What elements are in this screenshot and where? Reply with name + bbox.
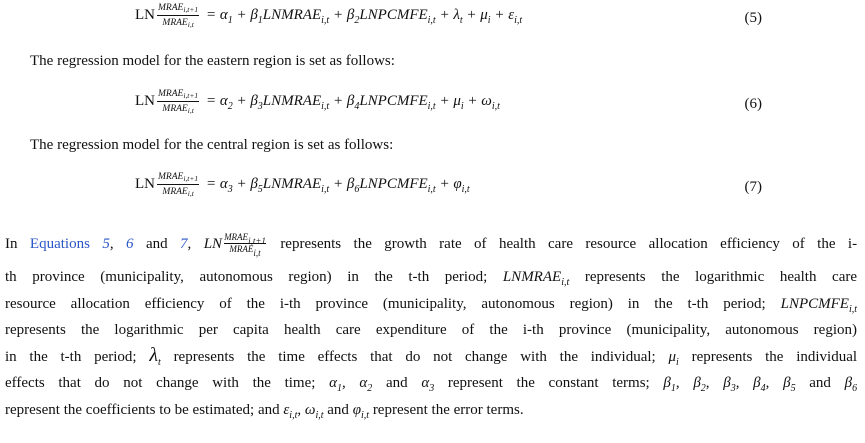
equation-7-formula: LN $\frac{MRAE_{i,t+1}}{MRAE_{i,t}}$ = $\alpha_3$ + $\beta_5LNMRAE_{i,t}$ + $\beta_6LNPCMFE_{i,t}$ + $\varphi_{i,t}$	[135, 172, 470, 198]
equation-5	[0, 0, 865, 40]
paragraph-line-1: In Equations 5, 6 and 7, LN MRAEi,t+1 MRAEi,t represents the growth rate of health care resource allocation efficiency of the i-	[5, 231, 858, 258]
paragraph-line-3: resource allocation efficiency of the i-th province (municipality, autonomous region) in the t-th period; $LNPCMFE_{i,t}$	[5, 295, 858, 315]
growth-fraction-inline: MRAEi,t+1 MRAEi,t	[224, 231, 266, 258]
paragraph-line-7: represent the coefficients to be estimated; and $\varepsilon_{i,t}$, $\omega_{i,t}$ and $\varphi_{i,t}$ represent the error terms.	[5, 401, 524, 421]
growth-fraction: $\frac{MRAE_{i,t+1}}{MRAE_{i,t}}$	[158, 89, 199, 115]
growth-fraction: $\frac{MRAE_{i,t+1}}{MRAE_{i,t}}$	[158, 3, 199, 29]
explanation-paragraph	[5, 229, 857, 424]
intro-eastern: The regression model for the eastern region is set as follows:	[30, 53, 395, 69]
intro-central: The regression model for the central region is set as follows:	[30, 137, 394, 153]
equation-number: (6)	[744, 96, 762, 112]
equation-5-formula: LN $\frac{MRAE_{i,t+1}}{MRAE_{i,t}}$ = $\alpha_1$ + $\beta_1LNMRAE_{i,t}$ + $\beta_2LNPCMFE_{i,t}$ + $\lambda_t$ + $\mu_i$ + $\varepsilon_{i,t}$	[135, 3, 523, 29]
equation-7-link[interactable]: 7	[180, 236, 188, 252]
paragraph-line-4: represents the logarithmic per capita health care expenditure of the i-th province (municipality, autonomous region)	[5, 322, 857, 338]
equations-link[interactable]: Equations 5	[29, 236, 110, 252]
paragraph-line-6: effects that do not change with the time; $\alpha_1$, $\alpha_2$ and $\alpha_3$ represent the constant terms; $\beta_1$, $\beta_2$, $\beta_3$, $\beta_4$, $\beta_5$ and $\beta_6$	[5, 375, 858, 394]
equation-number: (5)	[744, 10, 762, 26]
paragraph-line-2: th province (municipality, autonomous region) in the t-th period; $LNMRAE_{i,t}$ represents the logarithmic health care	[5, 269, 858, 288]
paragraph-line-5: in the t-th period; $\lambda_t$ represents the time effects that do not change with the individual; $\mu_i$ represents the individual	[5, 343, 858, 368]
equation-6-formula: LN $\frac{MRAE_{i,t+1}}{MRAE_{i,t}}$ = $\alpha_2$ + $\beta_3LNMRAE_{i,t}$ + $\beta_4LNPCMFE_{i,t}$ + $\mu_i$ + $\omega_{i,t}$	[135, 89, 500, 115]
equation-number: (7)	[744, 179, 762, 195]
growth-fraction: $\frac{MRAE_{i,t+1}}{MRAE_{i,t}}$	[158, 172, 199, 198]
equation-6	[0, 86, 865, 126]
equation-6-link[interactable]: 6	[126, 236, 134, 252]
equation-7	[0, 169, 865, 209]
